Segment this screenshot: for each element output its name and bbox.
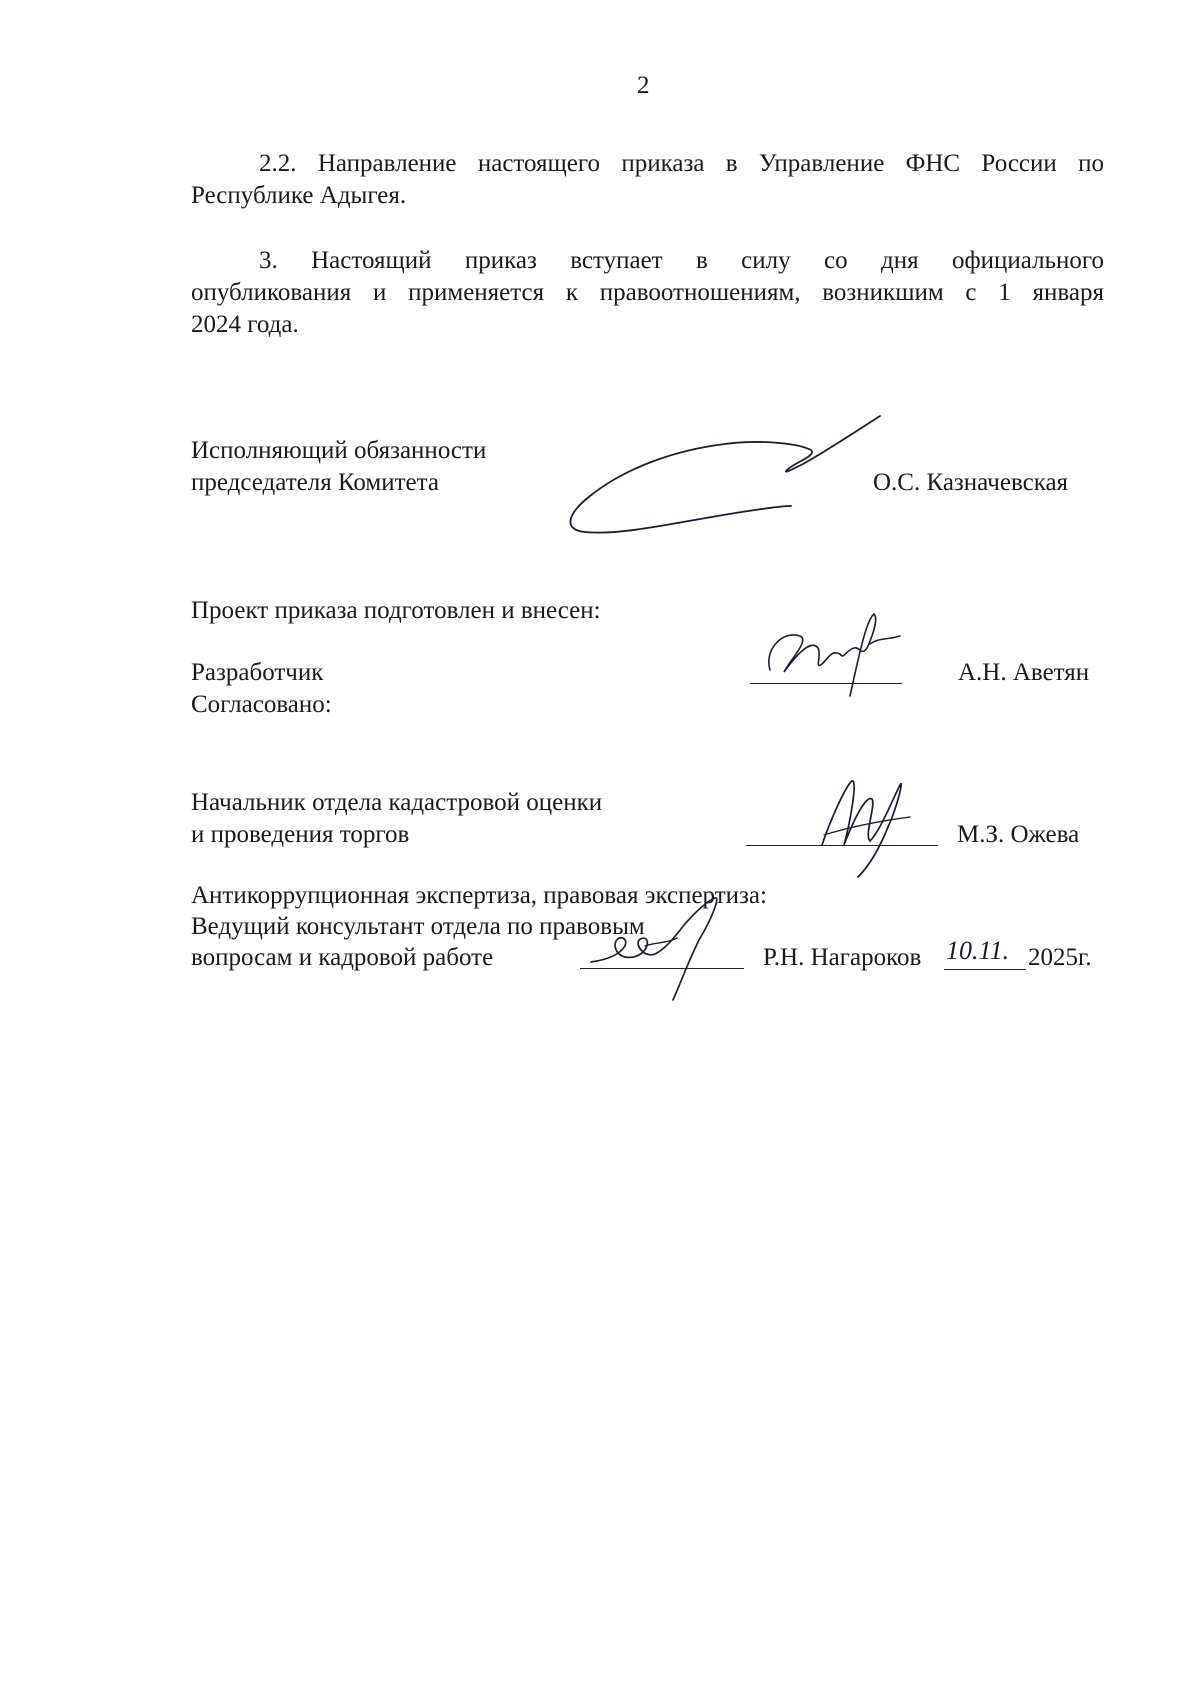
paragraph-3 [191,245,1104,341]
approver1-position-line1: Начальник отдела кадастровой оценки [191,789,603,816]
approver2-date-line [944,969,1026,970]
approver1-name: М.З. Ожева [957,821,1080,848]
approver2-name: Р.Н. Нагароков [763,944,922,971]
paragraph-3-line1: 3. Настоящий приказ вступает в силу со дня официального [259,247,1104,274]
developer-name: А.Н. Аветян [958,659,1090,686]
approver2-date-year: 2025г. [1028,944,1092,971]
head-signature-icon [555,410,885,540]
paragraph-2-2 [191,148,1104,212]
paragraph-3-line2: опубликования и применяется к правоотношениям, возникшим с 1 января [191,279,1104,306]
approver2-header: Антикоррупционная экспертиза, правовая экспертиза: [191,882,767,909]
developer-signature-icon [760,610,920,700]
paragraph-3-line3: 2024 года. [191,311,299,338]
paragraph-2-2-line1: 2.2. Направление настоящего приказа в Управление ФНС России по [259,150,1104,177]
approver2-date-handwritten: 10.11. [946,936,1010,965]
project-intro: Проект приказа подготовлен и внесен: [191,597,601,624]
head-name: О.С. Казначевская [873,469,1069,496]
head-position-line1: Исполняющий обязанности [191,437,487,464]
approver2-position-line2: вопросам и кадровой работе [191,944,494,971]
paragraph-2-2-line2: Республике Адыгея. [191,182,407,209]
page-number: 2 [637,72,650,99]
approver2-signature-icon [585,890,755,1005]
developer-label: Разработчик [191,659,324,686]
approver1-position-line2: и проведения торгов [191,821,410,848]
approver1-signature-icon [800,765,920,880]
approver2-position-line1: Ведущий консультант отдела по правовым [191,913,645,940]
agreed-label: Согласовано: [191,691,332,718]
head-position-line2: председателя Комитета [191,469,439,496]
